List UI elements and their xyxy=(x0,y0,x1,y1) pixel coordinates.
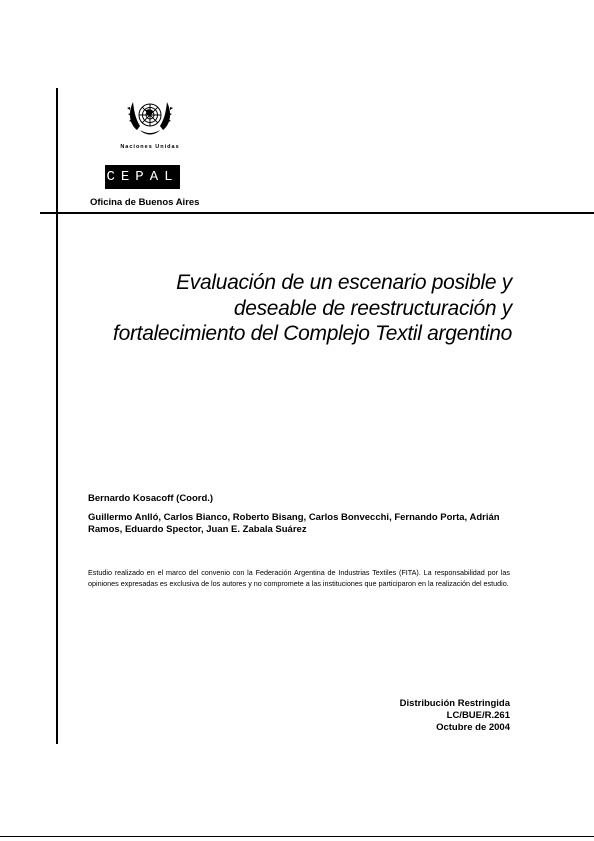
coordinator: Bernardo Kosacoff (Coord.) xyxy=(88,493,214,504)
un-emblem-icon xyxy=(125,94,175,142)
cepal-logo: CEPAL xyxy=(105,165,180,189)
authors: Guillermo Anlló, Carlos Bianco, Roberto Bisang, Carlos Bonvecchi, Fernando Porta, Adrián Ramos, Eduardo Spector, Juan E. Zabala Suárez xyxy=(88,512,500,535)
horizontal-rule xyxy=(40,212,594,214)
distribution-label: Distribución Restringida xyxy=(399,698,510,709)
document-title: Evaluación de un escenario posible y deseable de reestructuración y fortalecimiento del Complejo Textil argentino xyxy=(113,271,512,345)
document-date: Octubre de 2004 xyxy=(436,722,510,733)
distribution-block xyxy=(320,698,510,734)
office-label: Oficina de Buenos Aires xyxy=(90,197,200,208)
document-code: LC/BUE/R.261 xyxy=(446,710,510,721)
un-label: Naciones Unidas xyxy=(120,144,180,150)
bottom-rule xyxy=(0,836,594,837)
study-note: Estudio realizado en el marco del convenio con la Federación Argentina de Industrias Textiles (FITA). La responsabilidad por las opiniones expresadas es exclusiva de los autores y no compromete a las instituciones que participaron en la realización del estudio. xyxy=(88,568,510,588)
vertical-rule xyxy=(56,88,58,744)
un-logo-block xyxy=(88,94,212,150)
